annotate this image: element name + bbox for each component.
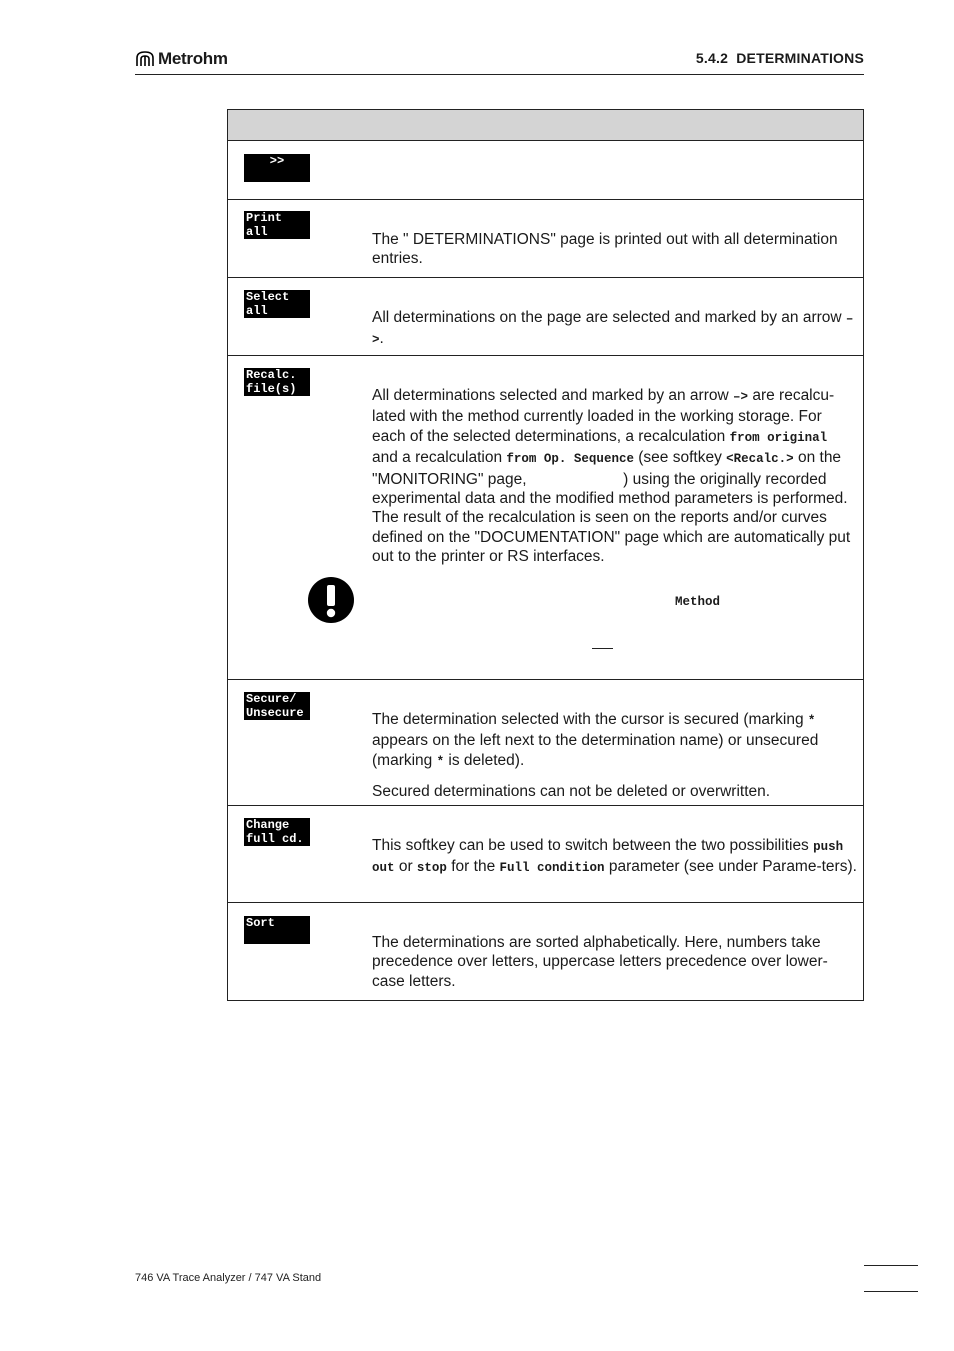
softkey-secure-unsecure[interactable]: Secure/ Unsecure xyxy=(244,692,310,720)
text-segment: on the "MONITORING" page, xyxy=(372,449,842,488)
text-segment: for the xyxy=(446,858,500,876)
softkey-recalc-files[interactable]: Recalc. file(s) xyxy=(244,368,310,396)
softkey-sort[interactable]: Sort xyxy=(244,916,310,944)
code-recalc-softkey: <Recalc.> xyxy=(726,452,794,467)
row-divider xyxy=(228,805,863,806)
text-segment: is deleted). xyxy=(444,751,525,769)
code-stop: stop xyxy=(416,861,447,876)
logo-text: Metrohm xyxy=(158,49,228,68)
softkey-select-all[interactable]: Select all xyxy=(244,290,310,318)
change-full-cd-description xyxy=(372,836,857,879)
row-divider xyxy=(228,199,863,200)
text-segment: The determination selected with the cursor is secured (marking xyxy=(372,711,808,728)
text-segment: All determinations selected and marked by an arrow xyxy=(372,387,733,404)
row-divider xyxy=(228,679,863,680)
text-segment: ) using the originally recorded experimental data and the modified method parameters is performed. The result of the recalculation is seen on the reports and/or curves defined on the "DOCUMENTATION" page which are automatically put out to the printer or RS interfaces. xyxy=(372,470,851,566)
section-title: 5.4.2 DETERMINATIONS xyxy=(695,50,864,66)
secure-description xyxy=(372,710,857,802)
marker-code: * xyxy=(436,754,445,769)
softkey-change-full-cd[interactable]: Change full cd. xyxy=(244,818,310,846)
footer-rule xyxy=(864,1291,918,1292)
text-segment: and a recalculation xyxy=(372,449,507,467)
code-push-out: push out xyxy=(372,840,844,876)
secure-paragraph xyxy=(372,710,857,772)
metrohm-logo xyxy=(135,49,228,69)
text-segment: This softkey can be used to switch between the two possibilities xyxy=(372,837,814,854)
text-segment: All determinations on the page are selected and marked by an arrow xyxy=(372,309,846,326)
text-segment: parameter (see under Parame-ters). xyxy=(604,858,857,876)
table-header xyxy=(228,110,863,141)
arrow-code: –> xyxy=(372,312,854,348)
code-from-op-sequence: from Op. Sequence xyxy=(506,452,634,467)
note-underline xyxy=(592,648,613,649)
note-method-code: Method xyxy=(675,595,721,609)
marker-code: * xyxy=(807,714,816,728)
code-full-condition: Full condition xyxy=(499,861,605,876)
exclamation-circle-icon xyxy=(307,576,355,624)
secured-note: Secured determinations can not be deleted or overwritten. xyxy=(372,783,771,801)
row-divider xyxy=(228,277,863,278)
text-segment: appears on the left next to the determination name) or unsecured (marking xyxy=(372,732,819,769)
code-from-original: from original xyxy=(729,430,828,445)
footer-rule xyxy=(864,1265,918,1266)
softkey-print-all[interactable]: Print all xyxy=(244,211,310,239)
select-all-description xyxy=(372,308,857,351)
header-rule xyxy=(135,74,864,75)
row-divider xyxy=(228,355,863,356)
text-segment: (see softkey xyxy=(633,449,727,467)
text-segment: are recalcu-lated with the method currently loaded in the working storage. For each of the selected determinations, a recalculation xyxy=(372,387,835,445)
text-segment: . xyxy=(379,330,384,348)
footer-product: 746 VA Trace Analyzer / 747 VA Stand xyxy=(135,1272,322,1284)
text-segment: or xyxy=(394,858,417,876)
softkey-next[interactable]: >> xyxy=(244,154,310,182)
print-all-description: The " DETERMINATIONS" page is printed out with all determination entries. xyxy=(372,231,838,268)
sort-description: The determinations are sorted alphabetically. Here, numbers take precedence over letters, uppercase letters precedence over lower-case letters. xyxy=(372,934,828,990)
row-divider xyxy=(228,902,863,903)
metrohm-logo-icon xyxy=(135,50,155,68)
arrow-code: –> xyxy=(733,390,749,404)
softkey-table xyxy=(227,109,864,1001)
recalc-description xyxy=(372,386,857,567)
